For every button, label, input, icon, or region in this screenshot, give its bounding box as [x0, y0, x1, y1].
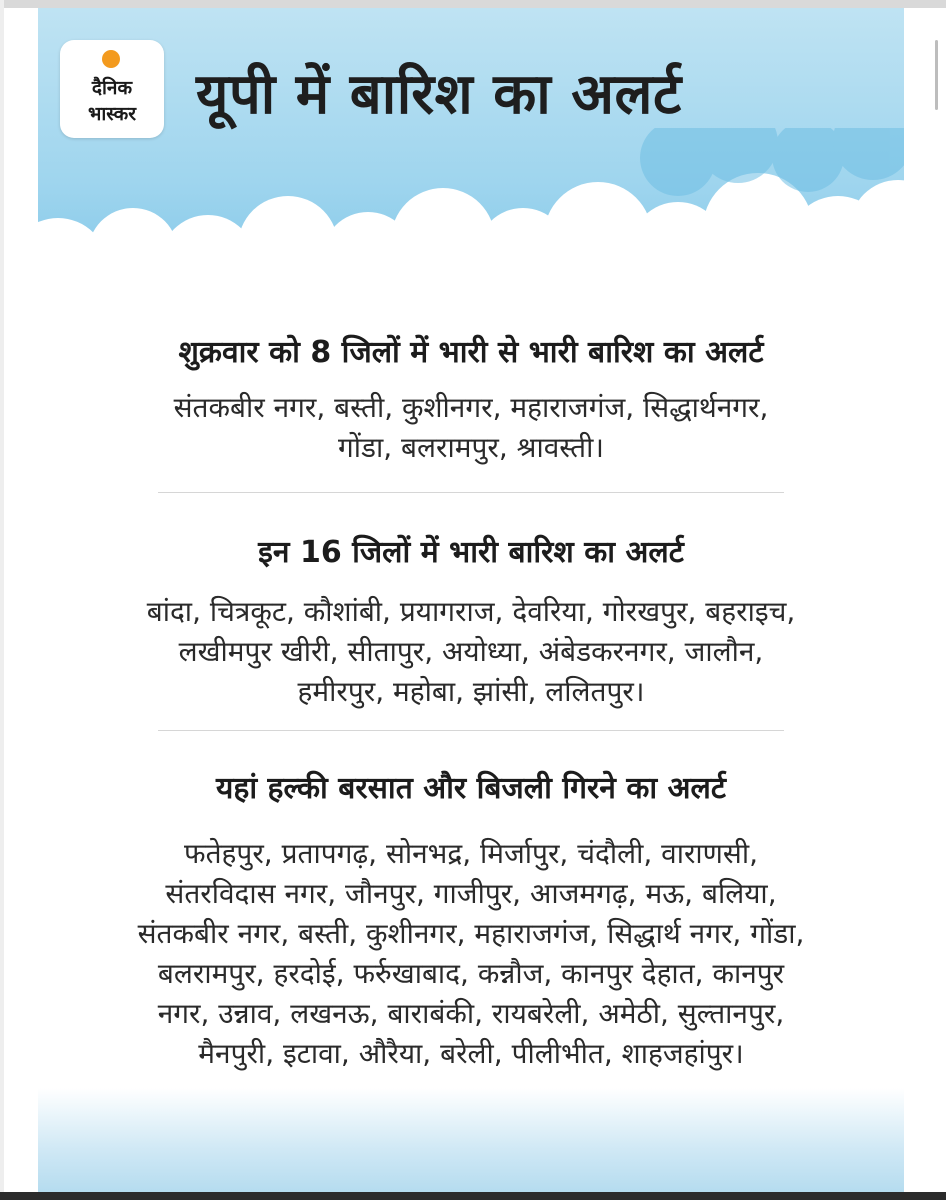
section-heading-heavy-rain-16: इन 16 जिलों में भारी बारिश का अलर्ट [258, 535, 684, 570]
district-line: बांदा, चित्रकूट, कौशांबी, प्रयागराज, देवरिया, गोरखपुर, बहराइच, [146, 595, 796, 628]
district-line: मैनपुरी, इटावा, औरैया, बरेली, पीलीभीत, शाहजहांपुर। [198, 1037, 744, 1070]
district-line: लखीमपुर खीरी, सीतापुर, अयोध्या, अंबेडकरनगर, जालौन, [178, 635, 764, 668]
logo-line-1: दैनिक [91, 77, 133, 99]
district-line: गोंडा, बलरामपुर, श्रावस्ती। [338, 431, 604, 464]
bottom-frame-bar [0, 1192, 946, 1200]
section-heading-light-rain-lightning: यहां हल्की बरसात और बिजली गिरने का अलर्ट [215, 771, 727, 806]
section-districts-heavy-rain-16 [78, 592, 864, 712]
news-graphic-card [38, 8, 904, 1192]
top-frame-bar [0, 0, 946, 8]
scroll-indicator[interactable] [935, 40, 938, 110]
district-line: हमीरपुर, महोबा, झांसी, ललितपुर। [297, 675, 645, 708]
sun-logo-icon [102, 50, 120, 68]
district-line: बलरामपुर, हरदोई, फर्रुखाबाद, कन्नौज, कानपुर देहात, कानपुर [157, 957, 785, 990]
district-line: फतेहपुर, प्रतापगढ़, सोनभद्र, मिर्जापुर, चंदौली, वाराणसी, [184, 837, 758, 870]
district-line: नगर, उन्नाव, लखनऊ, बाराबंकी, रायबरेली, अमेठी, सुल्तानपुर, [157, 997, 785, 1030]
cloud-decoration [38, 128, 904, 303]
dainik-bhaskar-logo [60, 40, 164, 138]
page-title: यूपी में बारिश का अलर्ट [196, 62, 682, 127]
header-banner [38, 8, 904, 298]
section-districts-light-rain-lightning [78, 834, 864, 1074]
section-heading-heavy-rain-8: शुक्रवार को 8 जिलों में भारी से भारी बारिश का अलर्ट [178, 335, 764, 370]
footer-water-gradient [38, 1088, 904, 1192]
district-line: संतकबीर नगर, बस्ती, कुशीनगर, महाराजगंज, सिद्धार्थनगर, [173, 391, 769, 424]
logo-line-2: भास्कर [87, 103, 137, 125]
district-line: संतकबीर नगर, बस्ती, कुशीनगर, महाराजगंज, सिद्धार्थ नगर, गोंडा, [137, 917, 805, 950]
district-line: संतरविदास नगर, जौनपुर, गाजीपुर, आजमगढ़, मऊ, बलिया, [165, 877, 777, 910]
section-divider [158, 730, 784, 731]
section-divider [158, 492, 784, 493]
left-frame-edge [0, 0, 4, 1200]
section-districts-heavy-rain-8 [78, 388, 864, 468]
